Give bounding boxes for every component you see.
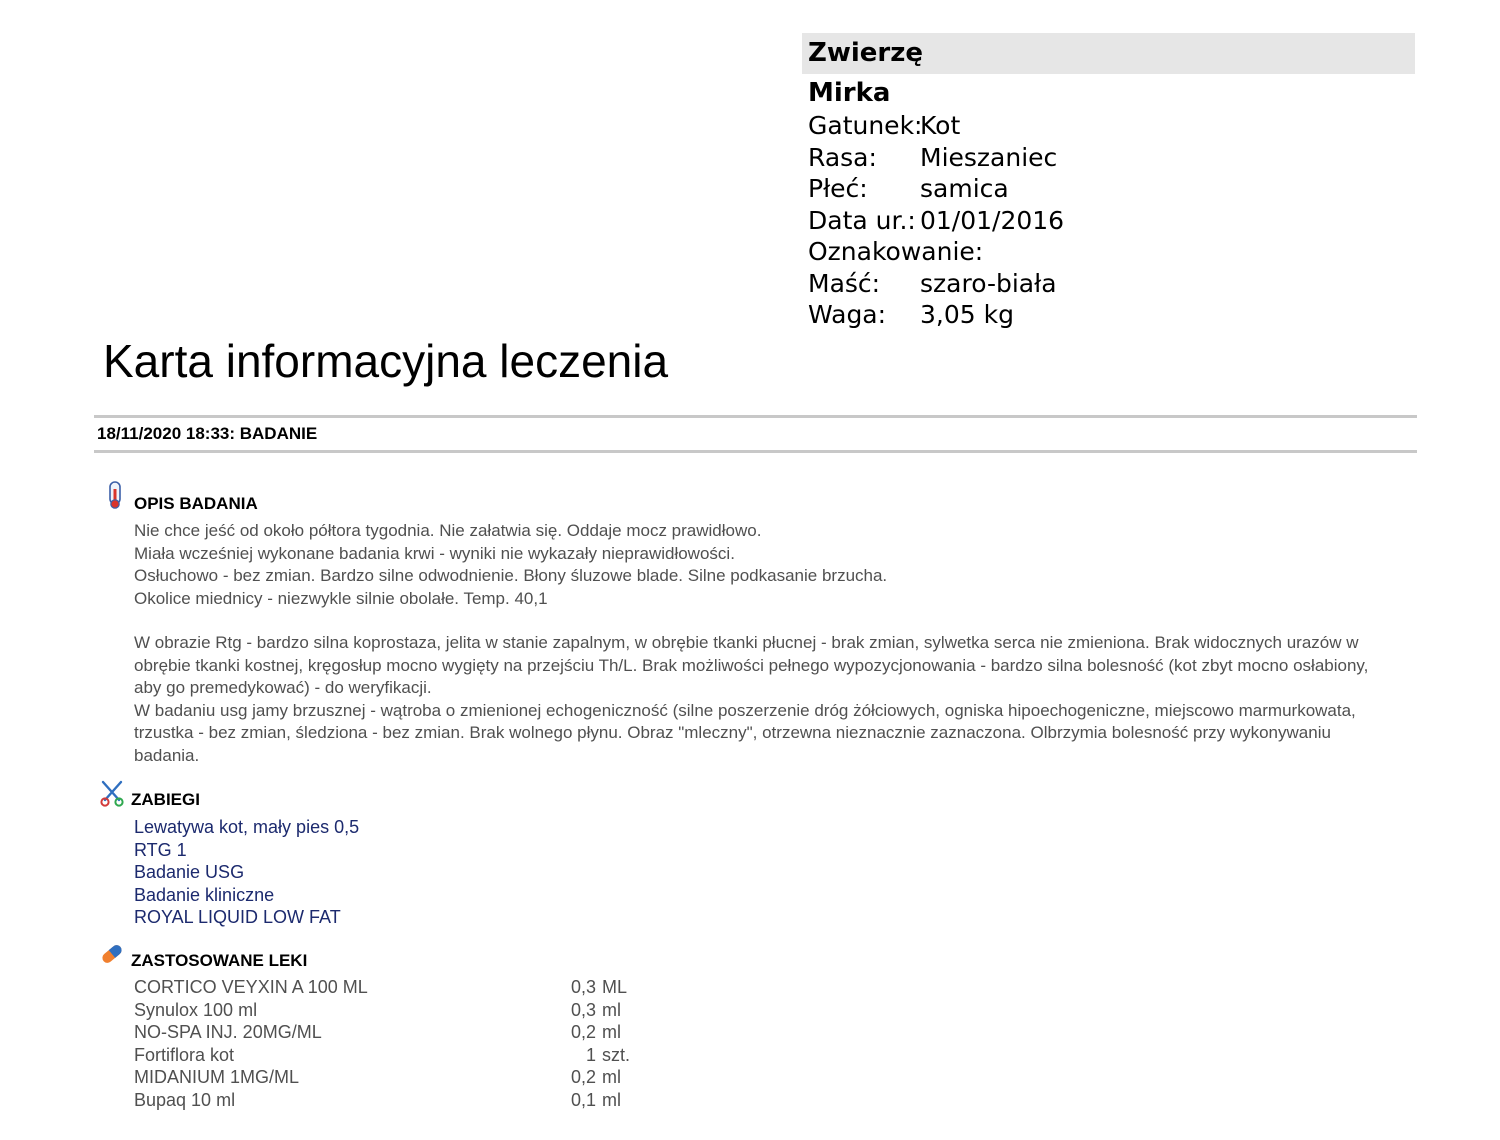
procedure-item: Badanie USG bbox=[134, 862, 245, 882]
animal-field-marking bbox=[808, 236, 1415, 268]
medication-quantity: 0,3 bbox=[570, 999, 596, 1020]
exam-line: Okolice miednicy - niezwykle silnie obolałe. Temp. 40,1 bbox=[134, 588, 548, 608]
pill-icon bbox=[99, 940, 125, 970]
medication-name: MIDANIUM 1MG/ML bbox=[134, 1067, 300, 1088]
medication-quantity: 0,2 bbox=[570, 1022, 596, 1043]
animal-field-breed bbox=[808, 142, 1415, 174]
exam-findings bbox=[134, 632, 1394, 767]
medications-table bbox=[134, 976, 654, 1112]
field-label: Oznakowanie: bbox=[808, 237, 984, 266]
animal-header: Zwierzę bbox=[802, 33, 1415, 74]
field-label: Rasa: bbox=[808, 142, 877, 172]
medication-name: Synulox 100 ml bbox=[134, 999, 258, 1020]
field-value: samica bbox=[920, 174, 1009, 203]
animal-field-weight bbox=[808, 299, 1415, 331]
medication-unit: ml bbox=[602, 999, 621, 1020]
scissors-icon bbox=[99, 780, 125, 810]
medication-unit: szt. bbox=[602, 1044, 631, 1065]
animal-info-panel bbox=[802, 33, 1415, 331]
exam-section-title: OPIS BADANIA bbox=[134, 494, 258, 513]
field-label: Maść: bbox=[808, 268, 881, 298]
animal-field-color bbox=[808, 268, 1415, 300]
field-label: Waga: bbox=[808, 300, 887, 329]
page-title: Karta informacyjna leczenia bbox=[103, 335, 669, 387]
field-value: szaro-biała bbox=[920, 268, 1057, 298]
animal-field-birthdate bbox=[808, 205, 1415, 237]
medication-row bbox=[134, 1066, 654, 1089]
exam-description bbox=[134, 520, 1394, 610]
medication-row bbox=[134, 976, 654, 999]
medication-unit: ml bbox=[602, 1067, 621, 1088]
divider-top bbox=[94, 415, 1417, 418]
medication-row bbox=[134, 1021, 654, 1044]
procedure-item: RTG 1 bbox=[134, 839, 187, 860]
field-label: Gatunek: bbox=[808, 111, 923, 140]
medication-name: CORTICO VEYXIN A 100 ML bbox=[134, 977, 368, 997]
field-value: Kot bbox=[920, 111, 961, 140]
medication-row bbox=[134, 999, 654, 1022]
medication-unit: ML bbox=[602, 977, 628, 997]
exam-line: Miała wcześniej wykonane badania krwi - wyniki nie wykazały nieprawidłowości. bbox=[134, 543, 735, 563]
medication-name: Fortiflora kot bbox=[134, 1044, 235, 1065]
animal-field-species bbox=[808, 110, 1415, 142]
medication-name: NO-SPA INJ. 20MG/ML bbox=[134, 1022, 322, 1043]
medication-row bbox=[134, 1044, 654, 1067]
medication-unit: ml bbox=[602, 1022, 621, 1043]
field-value: 01/01/2016 bbox=[920, 205, 1065, 235]
medication-unit: ml bbox=[602, 1089, 621, 1110]
entry-header: 18/11/2020 18:33: BADANIE bbox=[97, 424, 318, 443]
animal-name: Mirka bbox=[808, 78, 891, 108]
exam-rtg-paragraph: W obrazie Rtg - bardzo silna koprostaza, jelita w stanie zapalnym, w obrębie tkanki płucnej - brak zmian, sylwetka serca nie zmieniona. Brak widocznych urazów w obrębie tkanki kostnej, kręgosłup mocno wygięty na przejściu Th/L. Brak możliwości pełnego wypozycjonowania - bardzo silna bolesność (kot zbyt mocno osłabiony, aby go premedykować) - do weryfikacji. bbox=[134, 633, 1369, 697]
exam-usg-paragraph: W badaniu usg jamy brzusznej - wątroba o zmienionej echogeniczność (silne poszerzenie dróg żółciowych, ogniska hipoechogeniczne, miejscowo marmurkowata, trzustka - bez zmian, śledziona - bez zmian. Brak wolnego płynu. Obraz "mleczny", otrzewna nieznacznie zaznaczona. Olbrzymia bolesność przy wykonywaniu badania. bbox=[134, 700, 1356, 765]
procedures-section-title: ZABIEGI bbox=[131, 790, 200, 809]
medication-quantity: 0,2 bbox=[570, 1067, 596, 1088]
procedure-item: Lewatywa kot, mały pies 0,5 bbox=[134, 817, 360, 837]
field-label: Płeć: bbox=[808, 174, 868, 203]
exam-line: Osłuchowo - bez zmian. Bardzo silne odwodnienie. Błony śluzowe blade. Silne podkasanie brzucha. bbox=[134, 566, 888, 585]
procedure-item: Badanie kliniczne bbox=[134, 884, 275, 905]
field-value: Mieszaniec bbox=[920, 142, 1058, 172]
field-value: 3,05 kg bbox=[920, 300, 1014, 329]
exam-line: Nie chce jeść od około półtora tygodnia. Nie załatwia się. Oddaje mocz prawidłowo. bbox=[134, 521, 762, 540]
divider-bottom bbox=[94, 450, 1417, 453]
procedure-item: ROYAL LIQUID LOW FAT bbox=[134, 907, 341, 927]
medication-row bbox=[134, 1089, 654, 1112]
medication-quantity: 1 bbox=[585, 1044, 596, 1065]
medication-quantity: 0,1 bbox=[570, 1089, 596, 1110]
field-label: Data ur.: bbox=[808, 205, 916, 235]
thermometer-icon bbox=[102, 481, 128, 511]
medication-quantity: 0,3 bbox=[570, 977, 596, 997]
procedures-list bbox=[134, 816, 359, 929]
medication-name: Bupaq 10 ml bbox=[134, 1089, 236, 1110]
medications-section-title: ZASTOSOWANE LEKI bbox=[131, 951, 308, 970]
animal-field-sex bbox=[808, 173, 1415, 205]
